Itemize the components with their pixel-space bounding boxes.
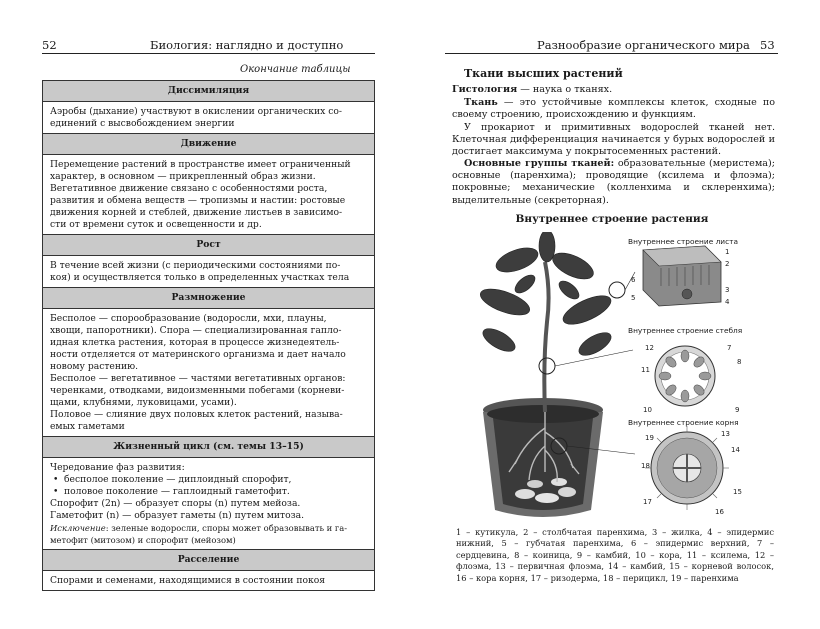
row-body	[43, 571, 375, 591]
text: образовательные (меристема); основные (паренхима); проводящие (ксилема и флоэма); покровные; механические (колленхима и склеренхима); выделительные (секреторная).	[452, 158, 775, 206]
text-line: Бесполое — вегетативное — частями вегетативных органов:	[50, 373, 346, 384]
root-num: 18	[641, 462, 650, 470]
paragraph-tissue	[452, 97, 775, 121]
note-label: Исключение	[50, 523, 106, 533]
text-line: черенками, отводками, видоизменными побегами (корневи-	[50, 385, 345, 396]
root-num: 13	[721, 430, 730, 438]
stem-num: 8	[737, 358, 742, 366]
leaf-num: 6	[631, 276, 636, 284]
leaf-num: 3	[725, 286, 730, 294]
text-line: движения корней и стеблей, движение листьев в зависимо-	[50, 207, 343, 218]
bullet-item: • половое поколение — гаплоидный гаметофит.	[50, 486, 367, 498]
text-line: Гаметофит (n) — образует гаметы (n) путем митоза.	[50, 510, 305, 521]
leaf-num: 5	[631, 294, 636, 302]
plant-stem	[544, 262, 548, 412]
flower-pot	[483, 398, 603, 517]
table-caption: Окончание таблицы	[240, 64, 351, 75]
text-line: коя) и осуществляется только в определенных участках тела	[50, 272, 350, 283]
section-title: Ткани высших растений	[464, 67, 623, 80]
text: У прокариот и примитивных водорослей тканей нет. Клеточная дифференциация начинается у бурых водорослей и достигает максимума у покрытосеменных растений.	[452, 122, 775, 158]
leaf-num: 4	[725, 298, 730, 306]
text: — это устойчивые комплексы клеток, сходные по своему строению, происхождению и функциям.	[452, 97, 775, 121]
row-heading: Диссимиляция	[43, 81, 375, 102]
leaf-callout	[609, 282, 625, 298]
stem-num: 10	[643, 406, 652, 414]
leaf-num: 1	[725, 248, 730, 256]
running-title-right: Разнообразие органического мира	[537, 38, 750, 52]
text-line: Перемещение растений в пространстве имеет ограниченный	[50, 159, 351, 170]
row-body	[43, 256, 375, 288]
row-heading: Размножение	[43, 288, 375, 309]
text-line: ности отделяется от материнского организма и дает начало	[50, 349, 346, 360]
text-line: идная клетка растения, которая в процессе жизнедеятель-	[50, 337, 340, 348]
leaf-num: 2	[725, 260, 730, 268]
paragraph-histology	[452, 84, 775, 96]
root-structure-label: Внутреннее строение корня	[628, 418, 739, 427]
figure-legend: 1 – кутикула, 2 – столбчатая паренхима, 3 – жилка, 4 – эпидермис нижний, 5 – губчатая паренхима, 6 – эпидермис верхний, 7 – сердцевина, 8 – коиница, 9 – камбий, 10 – кора, 11 – ксилема, 12 – флоэма, 13 – первичная флоэма, 14 – камбий, 15 – корневой волосок, 16 – кора корня, 17 – ризодерма, 18 – перицикл, 19 – паренхима	[456, 527, 774, 583]
row-body	[43, 458, 375, 550]
term: Ткань	[464, 97, 498, 108]
text-line: В течение всей жизни (с периодическими состояниями по-	[50, 260, 341, 271]
text: — наука о тканях.	[517, 84, 613, 95]
row-heading: Движение	[43, 134, 375, 155]
text-line: Чередование фаз развития:	[50, 462, 185, 473]
text-line: : зеленые водоросли, споры может образовывать и га-	[105, 523, 348, 533]
stem-num: 7	[727, 344, 732, 352]
paragraph-tissue-groups	[452, 158, 775, 207]
text-line: Бесполое — спорообразование (водоросли, мхи, плауны,	[50, 313, 327, 324]
paragraph-prokaryotes	[452, 122, 775, 159]
root-num: 16	[715, 508, 724, 516]
stem-cross-section	[641, 344, 741, 414]
row-body	[43, 309, 375, 437]
root-num: 15	[733, 488, 742, 496]
stem-num: 9	[735, 406, 740, 414]
root-num: 19	[645, 434, 654, 442]
text-line: характер, в основном — прикрепленный образ жизни.	[50, 171, 316, 182]
term: Гистология	[452, 84, 518, 95]
stem-num: 11	[641, 366, 650, 374]
figure-title: Внутреннее строение растения	[515, 213, 709, 225]
leaf-structure-label: Внутреннее строение листа	[628, 237, 739, 246]
text-line: развития и обмена веществ — тропизмы и настии: ростовые	[50, 195, 346, 206]
term: Основные группы тканей:	[464, 158, 615, 169]
plant-features-table	[42, 80, 375, 591]
text-line: Спорофит (2n) — образует споры (n) путем мейоза.	[50, 498, 301, 509]
text-line: емых гаметами	[50, 421, 125, 432]
page-number-left: 52	[42, 38, 57, 52]
row-body	[43, 155, 375, 235]
plant-structure-illustration	[455, 232, 775, 524]
stem-num: 12	[645, 344, 654, 352]
row-heading: Рост	[43, 235, 375, 256]
text-line: Вегетативное движение связано с особенностями роста,	[50, 183, 328, 194]
header-rule-right	[445, 53, 778, 54]
text-line: новому растению.	[50, 361, 139, 372]
text-line: хвощи, папоротники). Спора — специализированная гапло-	[50, 325, 342, 336]
root-num: 17	[643, 498, 652, 506]
stem-callout	[539, 358, 555, 374]
text-line: единений с высвобождением энергии	[50, 118, 235, 129]
text-line: сти от времени суток и освещенности и др.	[50, 219, 262, 230]
leaf-cross-section	[631, 246, 730, 306]
text-line: щами, клубнями, луковицами, усами).	[50, 397, 237, 408]
header-rule-left	[42, 53, 375, 54]
stem-structure-label: Внутреннее строение стебля	[628, 326, 743, 335]
exception-note	[50, 522, 367, 534]
text-line: Аэробы (дыхание) участвуют в окислении органических со-	[50, 106, 343, 117]
page-number-right: 53	[760, 38, 775, 52]
bullet-item: • бесполое поколение — диплоидный спорофит,	[50, 474, 367, 486]
row-body	[43, 102, 375, 134]
text-line: метофит (митозом) и спорофит (мейозом)	[50, 535, 236, 545]
root-num: 14	[731, 446, 740, 454]
root-cross-section	[641, 426, 742, 516]
text-line: Половое — слияние двух половых клеток растений, называ-	[50, 409, 343, 420]
row-heading: Расселение	[43, 550, 375, 571]
running-title-left: Биология: наглядно и доступно	[150, 38, 344, 52]
text-line: Спорами и семенами, находящимися в состоянии покоя	[50, 575, 326, 586]
row-heading: Жизненный цикл (см. темы 13–15)	[43, 437, 375, 458]
